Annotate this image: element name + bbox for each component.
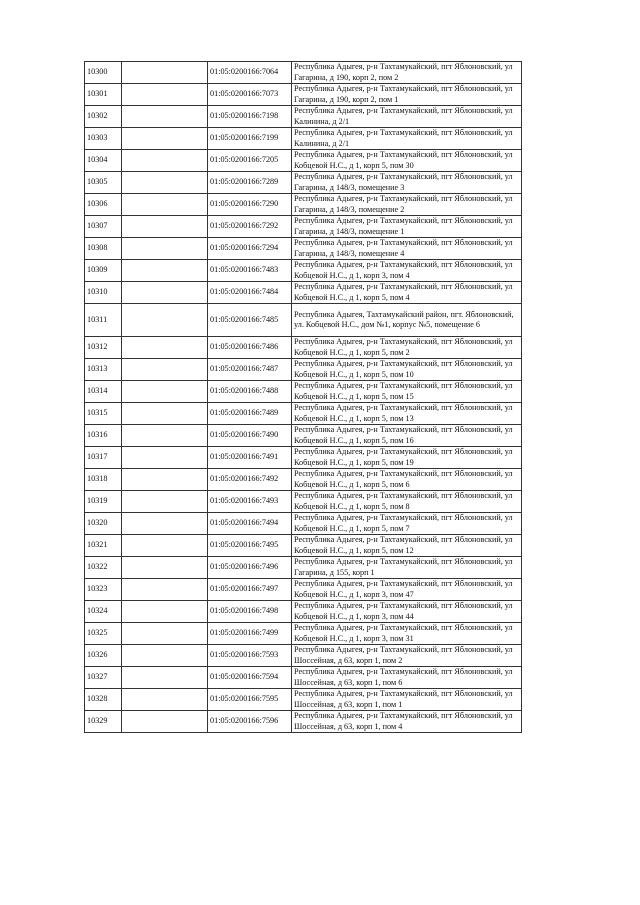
row-number-cell: 10312 (85, 337, 122, 359)
address-cell: Республика Адыгея, р-н Тахтамукайский, пгт Яблоновский, ул Гагарина, д 148/3, помещение 1 (292, 216, 522, 238)
cadastral-number-cell: 01:05:0200166:7486 (208, 337, 292, 359)
empty-cell (122, 260, 208, 282)
cadastral-number-cell: 01:05:0200166:7596 (208, 711, 292, 733)
row-number-cell: 10300 (85, 62, 122, 84)
cadastral-number-cell: 01:05:0200166:7495 (208, 535, 292, 557)
empty-cell (122, 601, 208, 623)
cadastral-number-cell: 01:05:0200166:7292 (208, 216, 292, 238)
cadastral-number-cell: 01:05:0200166:7199 (208, 128, 292, 150)
table-row (85, 491, 522, 513)
cadastral-number-cell: 01:05:0200166:7294 (208, 238, 292, 260)
table-row (85, 447, 522, 469)
cadastral-number-cell: 01:05:0200166:7492 (208, 469, 292, 491)
empty-cell (122, 304, 208, 337)
table-row (85, 337, 522, 359)
cadastral-number-cell: 01:05:0200166:7499 (208, 623, 292, 645)
table-row (85, 172, 522, 194)
address-cell: Республика Адыгея, р-н Тахтамукайский, пгт Яблоновский, ул Кобцевой Н.С., д 1, корп 5, пом 8 (292, 491, 522, 513)
address-cell: Республика Адыгея, р-н Тахтамукайский, пгт Яблоновский, ул Калинина, д 2/1 (292, 106, 522, 128)
cadastral-number-cell: 01:05:0200166:7488 (208, 381, 292, 403)
empty-cell (122, 62, 208, 84)
row-number-cell: 10320 (85, 513, 122, 535)
cadastral-number-cell: 01:05:0200166:7595 (208, 689, 292, 711)
empty-cell (122, 491, 208, 513)
row-number-cell: 10328 (85, 689, 122, 711)
address-cell: Республика Адыгея, р-н Тахтамукайский, пгт Яблоновский, ул Шоссейная, д 63, корп 1, пом 1 (292, 689, 522, 711)
address-cell: Республика Адыгея, р-н Тахтамукайский, пгт Яблоновский, ул Калинина, д 2/1 (292, 128, 522, 150)
cadastral-number-cell: 01:05:0200166:7205 (208, 150, 292, 172)
empty-cell (122, 381, 208, 403)
table-row (85, 282, 522, 304)
row-number-cell: 10302 (85, 106, 122, 128)
cadastral-number-cell: 01:05:0200166:7496 (208, 557, 292, 579)
address-cell: Республика Адыгея, р-н Тахтамукайский, пгт Яблоновский, ул Гагарина, д 148/3, помещение 4 (292, 238, 522, 260)
table-row (85, 238, 522, 260)
row-number-cell: 10303 (85, 128, 122, 150)
row-number-cell: 10317 (85, 447, 122, 469)
row-number-cell: 10321 (85, 535, 122, 557)
address-cell: Республика Адыгея, р-н Тахтамукайский, пгт Яблоновский, ул Гагарина, д 190, корп 2, пом 1 (292, 84, 522, 106)
table-row (85, 623, 522, 645)
empty-cell (122, 447, 208, 469)
row-number-cell: 10308 (85, 238, 122, 260)
empty-cell (122, 106, 208, 128)
address-cell: Республика Адыгея, р-н Тахтамукайский, пгт Яблоновский, ул Кобцевой Н.С., д 1, корп 5, пом 13 (292, 403, 522, 425)
row-number-cell: 10319 (85, 491, 122, 513)
cadastral-number-cell: 01:05:0200166:7198 (208, 106, 292, 128)
row-number-cell: 10310 (85, 282, 122, 304)
cadastral-number-cell: 01:05:0200166:7497 (208, 579, 292, 601)
row-number-cell: 10315 (85, 403, 122, 425)
row-number-cell: 10318 (85, 469, 122, 491)
empty-cell (122, 216, 208, 238)
address-cell: Республика Адыгея, р-н Тахтамукайский, пгт Яблоновский, ул Кобцевой Н.С., д 1, корп 3, пом 31 (292, 623, 522, 645)
row-number-cell: 10325 (85, 623, 122, 645)
empty-cell (122, 579, 208, 601)
table-row (85, 381, 522, 403)
address-cell: Республика Адыгея, р-н Тахтамукайский, пгт Яблоновский, ул Кобцевой Н.С., д 1, корп 5, пом 4 (292, 282, 522, 304)
row-number-cell: 10323 (85, 579, 122, 601)
address-cell: Республика Адыгея, р-н Тахтамукайский, пгт Яблоновский, ул Гагарина, д 148/3, помещение 2 (292, 194, 522, 216)
address-cell: Республика Адыгея, р-н Тахтамукайский, пгт Яблоновский, ул Кобцевой Н.С., д 1, корп 3, пом 4 (292, 260, 522, 282)
address-cell: Республика Адыгея, р-н Тахтамукайский, пгт Яблоновский, ул Кобцевой Н.С., д 1, корп 5, пом 7 (292, 513, 522, 535)
empty-cell (122, 337, 208, 359)
cadastral-number-cell: 01:05:0200166:7594 (208, 667, 292, 689)
table-row (85, 645, 522, 667)
row-number-cell: 10326 (85, 645, 122, 667)
address-cell: Республика Адыгея, р-н Тахтамукайский, пгт Яблоновский, ул Кобцевой Н.С., д 1, корп 5, пом 6 (292, 469, 522, 491)
row-number-cell: 10322 (85, 557, 122, 579)
empty-cell (122, 194, 208, 216)
empty-cell (122, 84, 208, 106)
row-number-cell: 10305 (85, 172, 122, 194)
row-number-cell: 10314 (85, 381, 122, 403)
empty-cell (122, 667, 208, 689)
empty-cell (122, 150, 208, 172)
row-number-cell: 10311 (85, 304, 122, 337)
address-cell: Республика Адыгея, Тахтамукайский район, пгт. Яблоновский, ул. Кобцевой Н.С., дом №1, корпус №5, помещение 6 (292, 304, 522, 337)
cadastral-number-cell: 01:05:0200166:7498 (208, 601, 292, 623)
cadastral-number-cell: 01:05:0200166:7490 (208, 425, 292, 447)
empty-cell (122, 535, 208, 557)
cadastral-number-cell: 01:05:0200166:7494 (208, 513, 292, 535)
cadastral-number-cell: 01:05:0200166:7491 (208, 447, 292, 469)
table-row (85, 216, 522, 238)
empty-cell (122, 172, 208, 194)
table-row (85, 579, 522, 601)
cadastral-number-cell: 01:05:0200166:7593 (208, 645, 292, 667)
row-number-cell: 10307 (85, 216, 122, 238)
cadastral-number-cell: 01:05:0200166:7485 (208, 304, 292, 337)
address-cell: Республика Адыгея, р-н Тахтамукайский, пгт Яблоновский, ул Шоссейная, д 63, корп 1, пом 4 (292, 711, 522, 733)
cadastral-number-cell: 01:05:0200166:7483 (208, 260, 292, 282)
table-row (85, 667, 522, 689)
row-number-cell: 10313 (85, 359, 122, 381)
row-number-cell: 10329 (85, 711, 122, 733)
empty-cell (122, 689, 208, 711)
cadastral-number-cell: 01:05:0200166:7289 (208, 172, 292, 194)
row-number-cell: 10309 (85, 260, 122, 282)
table-row (85, 260, 522, 282)
cadastral-number-cell: 01:05:0200166:7484 (208, 282, 292, 304)
cadastral-number-cell: 01:05:0200166:7290 (208, 194, 292, 216)
table-row (85, 601, 522, 623)
address-cell: Республика Адыгея, р-н Тахтамукайский, пгт Яблоновский, ул Кобцевой Н.С., д 1, корп 5, пом 2 (292, 337, 522, 359)
table-row (85, 106, 522, 128)
empty-cell (122, 282, 208, 304)
cadastral-number-cell: 01:05:0200166:7489 (208, 403, 292, 425)
row-number-cell: 10316 (85, 425, 122, 447)
cadastral-number-cell: 01:05:0200166:7493 (208, 491, 292, 513)
address-cell: Республика Адыгея, р-н Тахтамукайский, пгт Яблоновский, ул Шоссейная, д 63, корп 1, пом 6 (292, 667, 522, 689)
empty-cell (122, 425, 208, 447)
table-row (85, 689, 522, 711)
empty-cell (122, 513, 208, 535)
empty-cell (122, 557, 208, 579)
cadastral-number-cell: 01:05:0200166:7487 (208, 359, 292, 381)
empty-cell (122, 403, 208, 425)
address-cell: Республика Адыгея, р-н Тахтамукайский, пгт Яблоновский, ул Кобцевой Н.С., д 1, корп 5, пом 10 (292, 359, 522, 381)
address-cell: Республика Адыгея, р-н Тахтамукайский, пгт Яблоновский, ул Кобцевой Н.С., д 1, корп 5, пом 16 (292, 425, 522, 447)
address-cell: Республика Адыгея, р-н Тахтамукайский, пгт Яблоновский, ул Кобцевой Н.С., д 1, корп 5, пом 15 (292, 381, 522, 403)
address-cell: Республика Адыгея, р-н Тахтамукайский, пгт Яблоновский, ул Шоссейная, д 63, корп 1, пом 2 (292, 645, 522, 667)
empty-cell (122, 359, 208, 381)
table-row (85, 711, 522, 733)
empty-cell (122, 711, 208, 733)
table-row (85, 359, 522, 381)
empty-cell (122, 623, 208, 645)
row-number-cell: 10306 (85, 194, 122, 216)
table-row (85, 535, 522, 557)
table-row (85, 194, 522, 216)
address-cell: Республика Адыгея, р-н Тахтамукайский, пгт Яблоновский, ул Кобцевой Н.С., д 1, корп 5, пом 30 (292, 150, 522, 172)
table-row (85, 128, 522, 150)
table-row (85, 84, 522, 106)
table-row (85, 403, 522, 425)
empty-cell (122, 469, 208, 491)
table-row (85, 557, 522, 579)
address-cell: Республика Адыгея, р-н Тахтамукайский, пгт Яблоновский, ул Кобцевой Н.С., д 1, корп 5, пом 12 (292, 535, 522, 557)
address-cell: Республика Адыгея, р-н Тахтамукайский, пгт Яблоновский, ул Гагарина, д 148/3, помещение 3 (292, 172, 522, 194)
address-cell: Республика Адыгея, р-н Тахтамукайский, пгт Яблоновский, ул Гагарина, д 155, корп 1 (292, 557, 522, 579)
table-row (85, 150, 522, 172)
empty-cell (122, 128, 208, 150)
address-cell: Республика Адыгея, р-н Тахтамукайский, пгт Яблоновский, ул Кобцевой Н.С., д 1, корп 5, пом 19 (292, 447, 522, 469)
table-row (85, 62, 522, 84)
table-row (85, 469, 522, 491)
address-cell: Республика Адыгея, р-н Тахтамукайский, пгт Яблоновский, ул Кобцевой Н.С., д 1, корп 3, пом 47 (292, 579, 522, 601)
table-row (85, 304, 522, 337)
address-cell: Республика Адыгея, р-н Тахтамукайский, пгт Яблоновский, ул Кобцевой Н.С., д 1, корп 3, пом 44 (292, 601, 522, 623)
address-cell: Республика Адыгея, р-н Тахтамукайский, пгт Яблоновский, ул Гагарина, д 190, корп 2, пом 2 (292, 62, 522, 84)
row-number-cell: 10327 (85, 667, 122, 689)
cadastral-number-cell: 01:05:0200166:7073 (208, 84, 292, 106)
row-number-cell: 10301 (85, 84, 122, 106)
cadastral-number-cell: 01:05:0200166:7064 (208, 62, 292, 84)
table-row (85, 425, 522, 447)
empty-cell (122, 645, 208, 667)
row-number-cell: 10304 (85, 150, 122, 172)
row-number-cell: 10324 (85, 601, 122, 623)
registry-table-body (85, 62, 522, 733)
empty-cell (122, 238, 208, 260)
table-row (85, 513, 522, 535)
registry-table (84, 61, 522, 733)
